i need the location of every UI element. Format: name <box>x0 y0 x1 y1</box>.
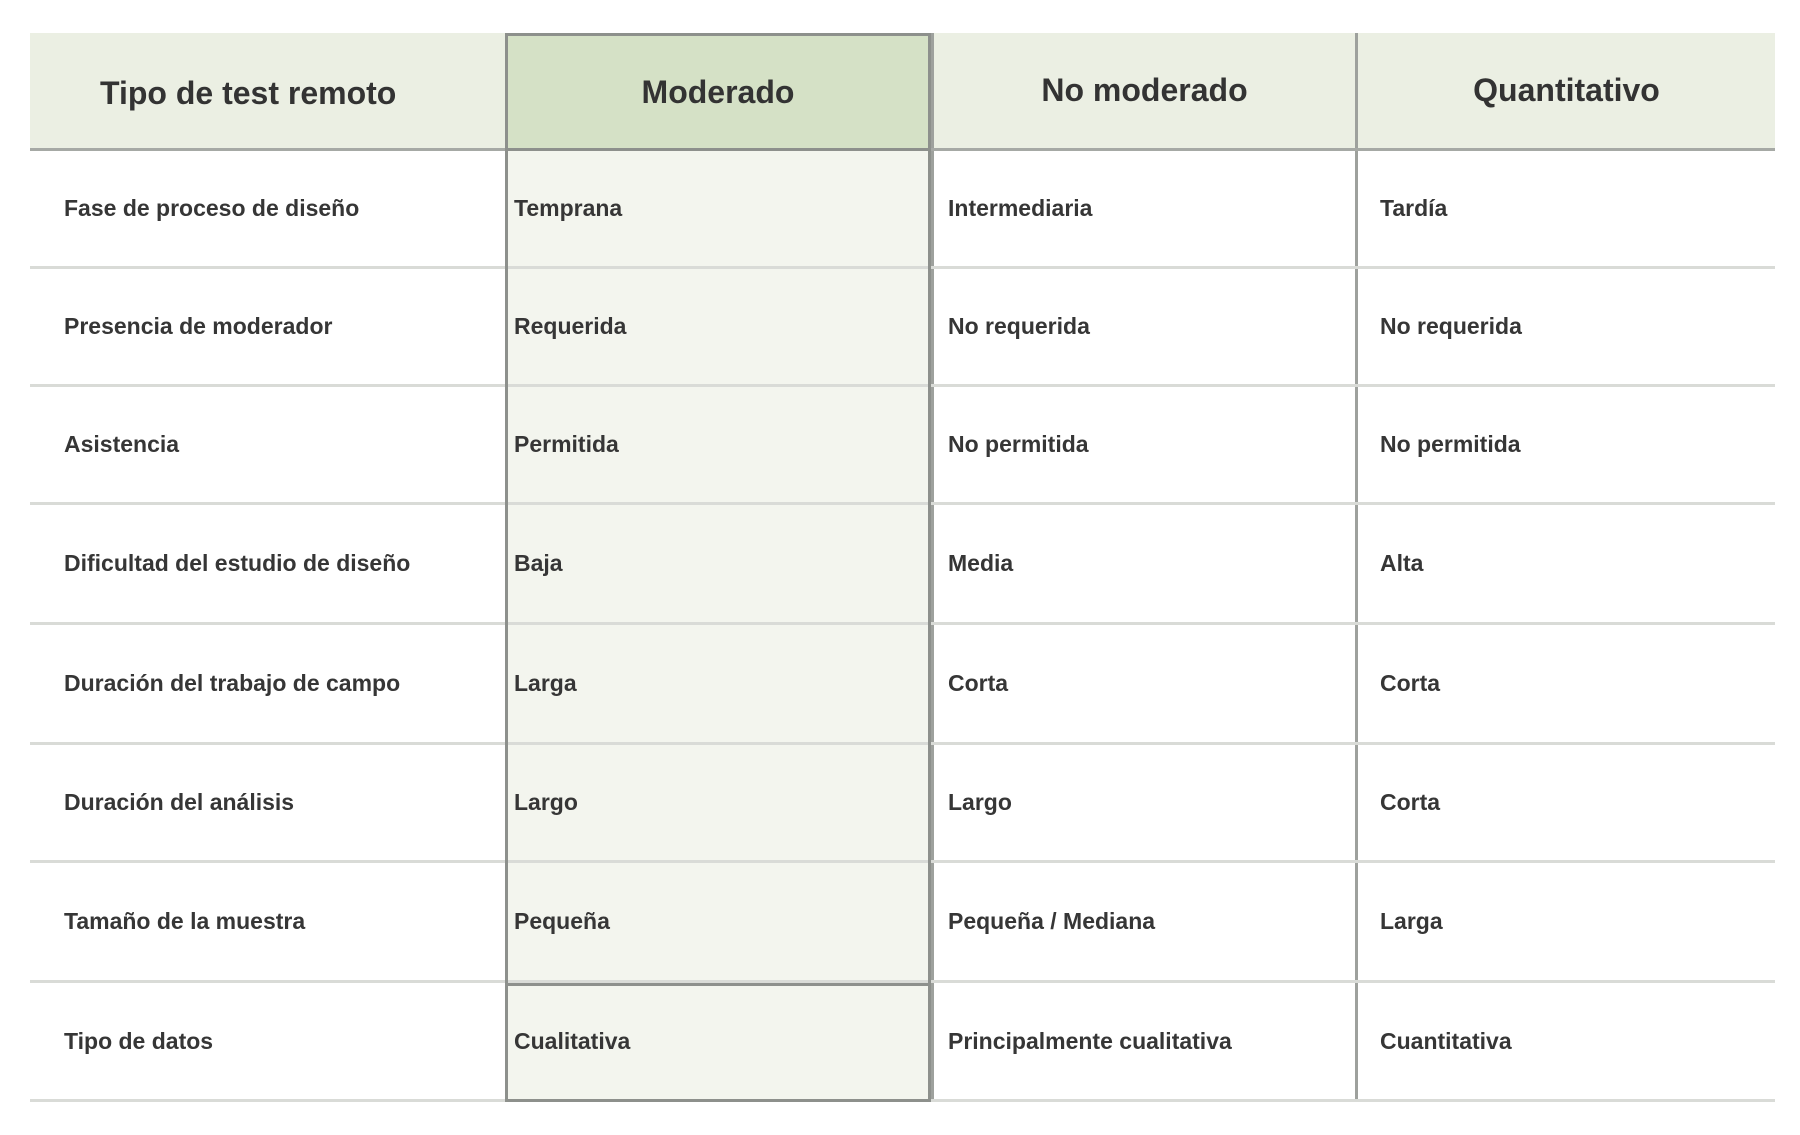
table-row <box>30 983 1775 1102</box>
moderated-value: Requerida <box>506 269 931 384</box>
quantitative-value: Tardía <box>1355 151 1775 266</box>
moderated-value: Permitida <box>506 387 931 502</box>
moderated-value: Cualitativa <box>506 983 931 1099</box>
quantitative-value: Corta <box>1355 625 1775 742</box>
unmoderated-value: Principalmente cualitativa <box>931 983 1355 1099</box>
moderated-column-divider <box>505 983 931 986</box>
moderated-value: Baja <box>506 505 931 622</box>
row-label: Duración del análisis <box>64 789 295 815</box>
quantitative-value: No requerida <box>1355 269 1775 384</box>
header-unmoderated: No moderado <box>931 33 1355 148</box>
table-row <box>30 625 1775 745</box>
table-row <box>30 269 1775 387</box>
quantitative-value: Corta <box>1355 745 1775 860</box>
table-row <box>30 745 1775 863</box>
unmoderated-value: Pequeña / Mediana <box>931 863 1355 980</box>
moderated-value: Larga <box>506 625 931 742</box>
table-row <box>30 505 1775 625</box>
unmoderated-value: Corta <box>931 625 1355 742</box>
unmoderated-value: Intermediaria <box>931 151 1355 266</box>
quantitative-value: Alta <box>1355 505 1775 622</box>
header-test-type: Tipo de test remoto <box>100 75 397 111</box>
row-label: Asistencia <box>64 431 180 457</box>
quantitative-value: Larga <box>1355 863 1775 980</box>
row-label: Presencia de moderador <box>64 313 333 339</box>
unmoderated-value: Media <box>931 505 1355 622</box>
quantitative-value: Cuantitativa <box>1355 983 1775 1099</box>
moderated-value: Largo <box>506 745 931 860</box>
moderated-header-highlight: Moderado <box>505 33 931 151</box>
comparison-table <box>30 33 1775 1102</box>
row-label: Tamaño de la muestra <box>64 908 306 934</box>
unmoderated-value: Largo <box>931 745 1355 860</box>
row-label: Fase de proceso de diseño <box>64 195 360 221</box>
unmoderated-value: No permitida <box>931 387 1355 502</box>
unmoderated-value: No requerida <box>931 269 1355 384</box>
row-label: Duración del trabajo de campo <box>64 670 401 696</box>
table-row <box>30 151 1775 269</box>
header-quantitative: Quantitativo <box>1355 33 1775 148</box>
moderated-value: Pequeña <box>506 863 931 980</box>
quantitative-value: No permitida <box>1355 387 1775 502</box>
table-row <box>30 863 1775 983</box>
row-label: Tipo de datos <box>64 1027 214 1054</box>
row-label: Dificultad del estudio de diseño <box>64 550 411 576</box>
table-row <box>30 387 1775 505</box>
moderated-value: Temprana <box>506 151 931 266</box>
